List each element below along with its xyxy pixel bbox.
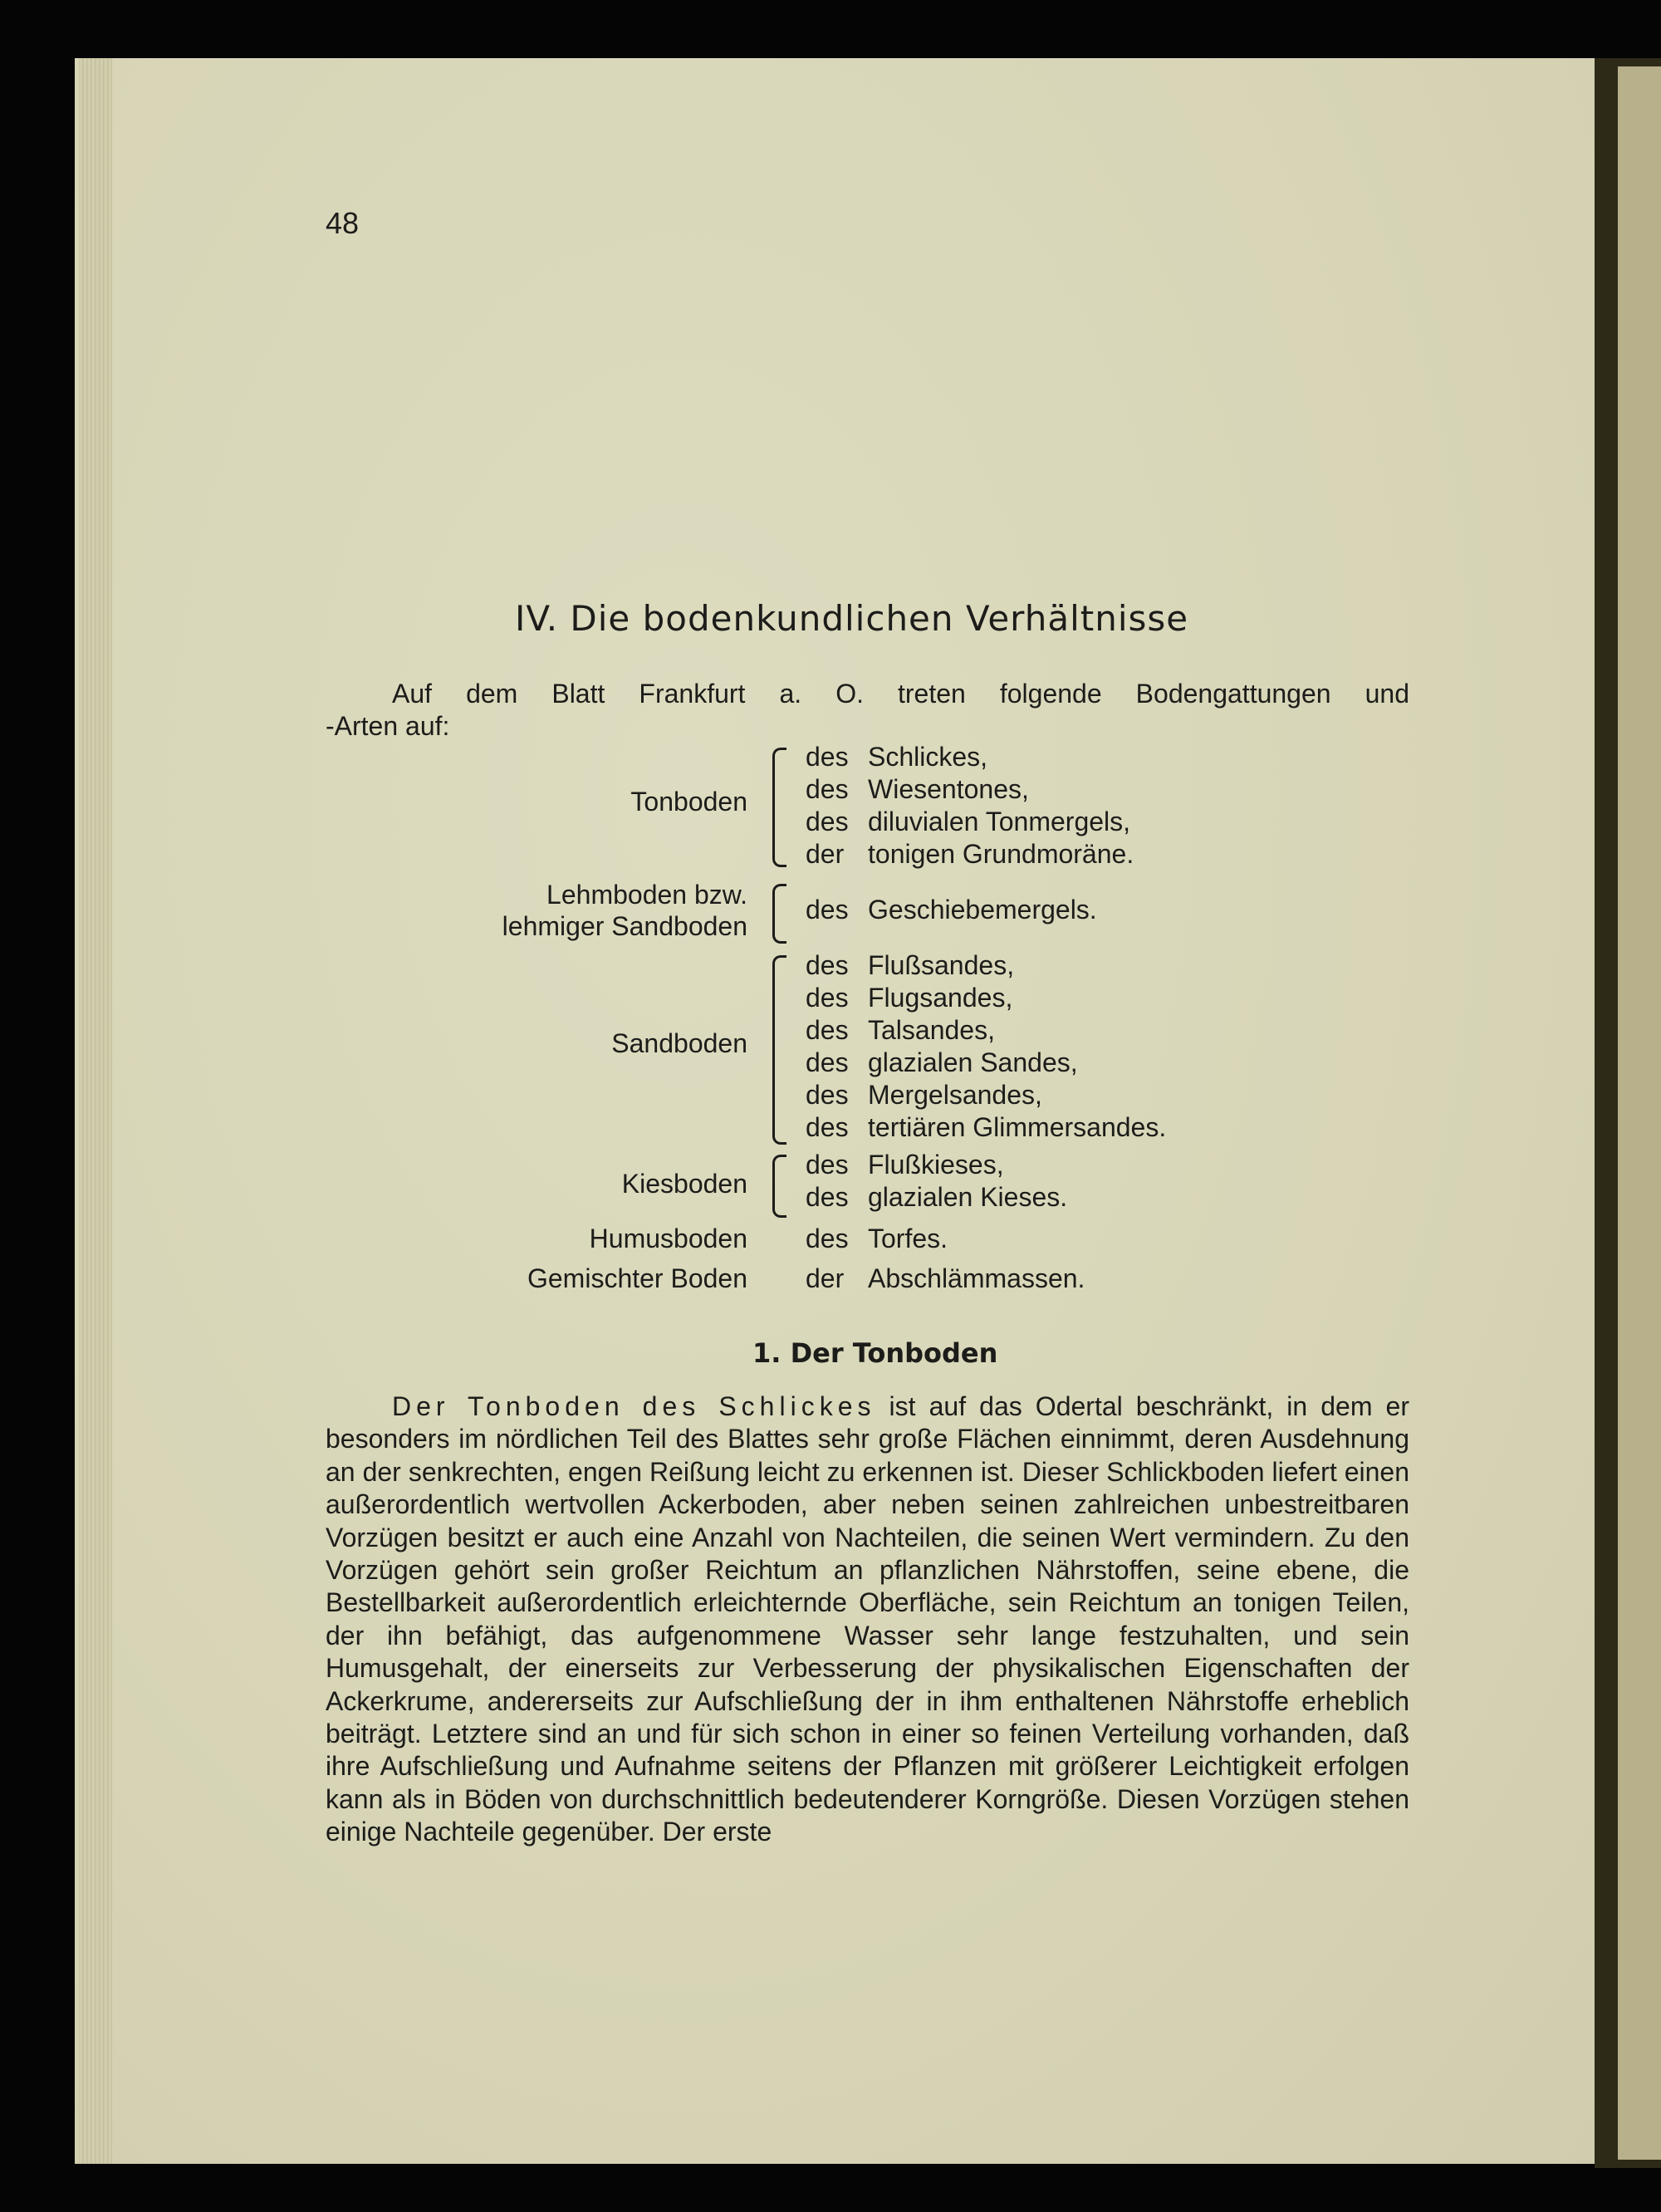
brace — [772, 748, 786, 867]
section-heading: 1. Der Tonboden — [752, 1337, 998, 1369]
page-stack-edge — [79, 58, 112, 2164]
body-paragraph — [326, 1390, 1409, 1849]
soil-art-item: des Schlickes, — [806, 742, 988, 772]
soil-art-item: des glazialen Sandes, — [806, 1047, 1078, 1077]
intro-line-2: -Arten auf: — [326, 711, 450, 741]
soil-art-item: des Flugsandes, — [806, 983, 1013, 1013]
brace — [772, 955, 786, 1145]
soil-art-item: des Flußsandes, — [806, 950, 1015, 980]
soil-art-item: des Geschiebemergels. — [806, 895, 1097, 925]
soil-art-item: des Torfes. — [806, 1224, 948, 1253]
soil-type-label: Gemischter Boden — [527, 1263, 747, 1293]
brace — [772, 884, 786, 944]
soil-art-item: des glazialen Kieses. — [806, 1182, 1068, 1212]
soil-art-list — [806, 949, 1166, 1144]
soil-type-label: Tonboden — [630, 787, 747, 817]
intro-paragraph — [326, 678, 1409, 743]
soil-art-item: des diluvialen Tonmergels, — [806, 807, 1131, 836]
body-text: ist auf das Odertal beschränkt, in dem er besonders im nördlichen Teil des Blattes sehr große Flächen einnimmt, deren Ausdehnung an der senkrechten, engen Reißung leicht zu erkennen ist. Dieser Schlickboden liefert einen außerordentlich wertvollen Ackerboden, aber neben seinen zahlreichen unbestreitbaren Vorzügen besitzt er auch eine Anzahl von Nachteilen, die seinen Wert vermindern. Zu den Vorzügen gehört sein großer Reichtum an pflanzlichen Nährstoffen, seine ebene, die Bestellbarkeit außerordentlich erleichternde Oberfläche, sein Reichtum an tonigen Teilen, der ihn befähigt, das aufgenommene Wasser sehr lange festzuhalten, und sein Humusgehalt, der einerseits zur Verbesserung der physikalischen Eigenschaften der Ackerkrume, andererseits zur Aufschließung der in ihm enthaltenen Nährstoffe erheblich beiträgt. Letztere sind an und für sich schon in einer so feinen Verteilung vorhanden, daß ihre Aufschließung und Aufnahme seitens der Pflanzen mit größerer Leichtigkeit erfolgen kann als in Böden von durchschnittlich bedeutenderer Korngröße. Diesen Vorzügen stehen einige Nachteile gegenüber. Der erste — [326, 1391, 1410, 1847]
soil-art-item: der tonigen Grundmoräne. — [806, 839, 1134, 869]
soil-art-item: des Mergelsandes, — [806, 1080, 1042, 1110]
soil-art-item: des Wiesentones, — [806, 774, 1029, 804]
soil-type-label: Kiesboden — [621, 1169, 747, 1199]
soil-art-item: des Flußkieses, — [806, 1150, 1004, 1180]
soil-art-list — [806, 1263, 1085, 1295]
brace — [772, 1155, 786, 1218]
intro-line-1: Auf dem Blatt Frankfurt a. O. treten folgende Bodengattungen und — [392, 679, 1409, 709]
soil-art-item: des Talsandes, — [806, 1015, 995, 1045]
chapter-title: IV. Die bodenkundlichen Verhältnisse — [515, 598, 1189, 639]
soil-type-label: Sandboden — [611, 1028, 747, 1058]
soil-art-list — [806, 1149, 1067, 1214]
page-number: 48 — [326, 206, 360, 240]
soil-type-label: Humusboden — [589, 1224, 747, 1253]
soil-art-item: des tertiären Glimmersandes. — [806, 1112, 1167, 1142]
soil-art-list — [806, 1223, 948, 1255]
soil-art-item: der Abschlämmassen. — [806, 1263, 1085, 1293]
soil-type-label: Lehmboden bzw. lehmiger Sandboden — [502, 880, 747, 941]
spaced-lead: Der Tonboden des Schlickes — [392, 1391, 876, 1421]
soil-art-list — [806, 894, 1097, 926]
adjacent-page-strip — [1618, 66, 1661, 2160]
soil-art-list — [806, 741, 1134, 871]
